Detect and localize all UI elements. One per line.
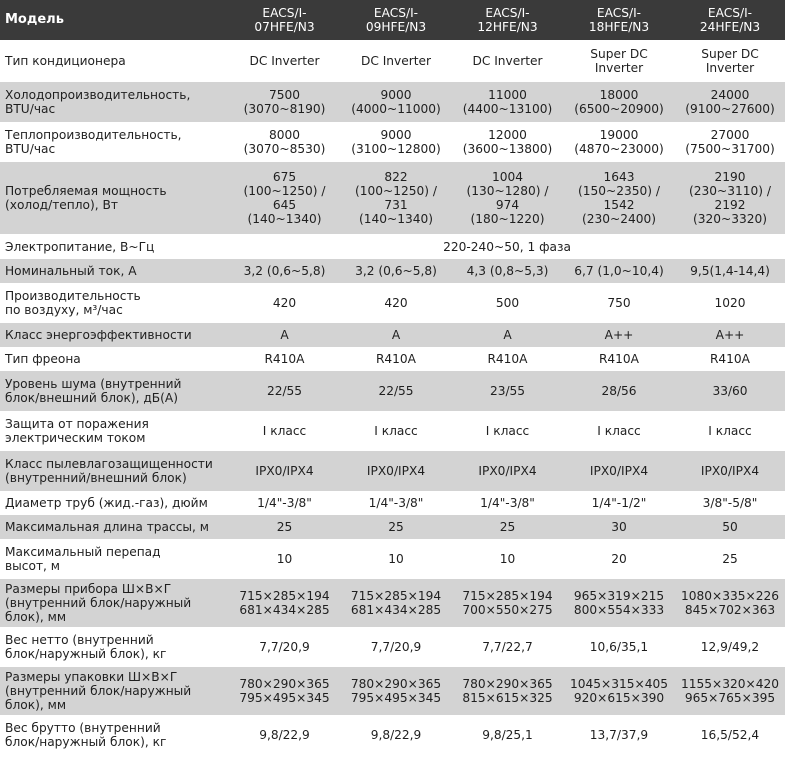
- row-label: Максимальная длина трассы, м: [0, 515, 229, 539]
- value-cell: 420: [229, 283, 340, 323]
- value-cell: 7500 (3070~8190): [229, 82, 340, 122]
- table-row: [0, 411, 785, 451]
- value-cell: 750: [563, 283, 675, 323]
- row-label: Размеры прибора Ш×В×Г (внутренний блок/наружный блок), мм: [0, 579, 229, 627]
- row-label: Диаметр труб (жид.-газ), дюйм: [0, 491, 229, 515]
- value-cell: 11000 (4400~13100): [452, 82, 563, 122]
- value-cell: IPX0/IPX4: [675, 451, 785, 491]
- value-cell: 25: [452, 515, 563, 539]
- table-row: [0, 234, 785, 259]
- value-cell: 23/55: [452, 371, 563, 411]
- row-label: Вес нетто (внутренний блок/наружный блок), кг: [0, 627, 229, 667]
- value-cell: 780×290×365 815×615×325: [452, 667, 563, 715]
- value-cell: R410A: [675, 347, 785, 371]
- value-cell: 780×290×365 795×495×345: [229, 667, 340, 715]
- value-cell: R410A: [229, 347, 340, 371]
- row-label: Вес брутто (внутренний блок/наружный блок), кг: [0, 715, 229, 755]
- table-row: [0, 371, 785, 411]
- table-row: [0, 579, 785, 627]
- value-cell: 9,5(1,4-14,4): [675, 259, 785, 283]
- value-cell: 1/4"-1/2": [563, 491, 675, 515]
- value-cell: I класс: [675, 411, 785, 451]
- table-row: [0, 667, 785, 715]
- value-cell: I класс: [452, 411, 563, 451]
- value-cell: 22/55: [340, 371, 452, 411]
- value-cell: 780×290×365 795×495×345: [340, 667, 452, 715]
- value-cell: 9000 (4000~11000): [340, 82, 452, 122]
- value-cell: 7,7/22,7: [452, 627, 563, 667]
- value-cell: 715×285×194 700×550×275: [452, 579, 563, 627]
- table-row: [0, 162, 785, 234]
- value-cell: A: [340, 323, 452, 347]
- row-label: Холодопроизводительность, BTU/час: [0, 82, 229, 122]
- value-cell: 12000 (3600~13800): [452, 122, 563, 162]
- table-row: [0, 323, 785, 347]
- value-cell: 420: [340, 283, 452, 323]
- value-cell: I класс: [563, 411, 675, 451]
- table-row: [0, 451, 785, 491]
- value-cell: 25: [229, 515, 340, 539]
- table-row: [0, 122, 785, 162]
- value-cell: 19000 (4870~23000): [563, 122, 675, 162]
- value-cell: 4,3 (0,8~5,3): [452, 259, 563, 283]
- row-label: Тип кондиционера: [0, 40, 229, 82]
- value-cell: IPX0/IPX4: [340, 451, 452, 491]
- table-row: [0, 715, 785, 755]
- row-label: Теплопроизводительность, BTU/час: [0, 122, 229, 162]
- value-cell: 12,9/49,2: [675, 627, 785, 667]
- value-cell: DC Inverter: [229, 40, 340, 82]
- value-cell: 3,2 (0,6~5,8): [340, 259, 452, 283]
- value-cell: 9,8/25,1: [452, 715, 563, 755]
- value-cell: 28/56: [563, 371, 675, 411]
- value-cell: 9000 (3100~12800): [340, 122, 452, 162]
- value-cell: 10: [452, 539, 563, 579]
- value-cell: 9,8/22,9: [340, 715, 452, 755]
- value-cell: 715×285×194 681×434×285: [229, 579, 340, 627]
- value-cell: IPX0/IPX4: [563, 451, 675, 491]
- table-row: [0, 259, 785, 283]
- value-cell: 7,7/20,9: [340, 627, 452, 667]
- value-cell: 10,6/35,1: [563, 627, 675, 667]
- value-cell: 50: [675, 515, 785, 539]
- header-row: [0, 0, 785, 40]
- value-cell: 7,7/20,9: [229, 627, 340, 667]
- row-label: Тип фреона: [0, 347, 229, 371]
- value-cell: 965×319×215 800×554×333: [563, 579, 675, 627]
- value-cell: 30: [563, 515, 675, 539]
- table-row: [0, 347, 785, 371]
- table-row: [0, 627, 785, 667]
- table-row: [0, 40, 785, 82]
- row-label: Защита от поражения электрическим током: [0, 411, 229, 451]
- table-row: [0, 283, 785, 323]
- model-header: EACS/I- 12HFE/N3: [452, 0, 563, 40]
- spanned-cell: 220-240~50, 1 фаза: [229, 234, 785, 259]
- value-cell: 25: [340, 515, 452, 539]
- value-cell: R410A: [452, 347, 563, 371]
- model-header: EACS/I- 07HFE/N3: [229, 0, 340, 40]
- value-cell: R410A: [563, 347, 675, 371]
- value-cell: 16,5/52,4: [675, 715, 785, 755]
- value-cell: DC Inverter: [340, 40, 452, 82]
- value-cell: 822 (100~1250) / 731 (140~1340): [340, 162, 452, 234]
- value-cell: 10: [229, 539, 340, 579]
- value-cell: 9,8/22,9: [229, 715, 340, 755]
- value-cell: 1155×320×420 965×765×395: [675, 667, 785, 715]
- value-cell: 1004 (130~1280) / 974 (180~1220): [452, 162, 563, 234]
- value-cell: 18000 (6500~20900): [563, 82, 675, 122]
- value-cell: Super DC Inverter: [563, 40, 675, 82]
- row-label: Номинальный ток, А: [0, 259, 229, 283]
- value-cell: 1080×335×226 845×702×363: [675, 579, 785, 627]
- value-cell: 1/4"-3/8": [229, 491, 340, 515]
- value-cell: A: [452, 323, 563, 347]
- value-cell: Super DC Inverter: [675, 40, 785, 82]
- value-cell: A++: [563, 323, 675, 347]
- row-label: Производительность по воздуху, м³/час: [0, 283, 229, 323]
- value-cell: A++: [675, 323, 785, 347]
- row-label: Максимальный перепад высот, м: [0, 539, 229, 579]
- value-cell: IPX0/IPX4: [452, 451, 563, 491]
- value-cell: 1643 (150~2350) / 1542 (230~2400): [563, 162, 675, 234]
- value-cell: IPX0/IPX4: [229, 451, 340, 491]
- value-cell: 6,7 (1,0~10,4): [563, 259, 675, 283]
- model-header: EACS/I- 09HFE/N3: [340, 0, 452, 40]
- value-cell: 2190 (230~3110) / 2192 (320~3320): [675, 162, 785, 234]
- value-cell: I класс: [229, 411, 340, 451]
- value-cell: 1/4"-3/8": [340, 491, 452, 515]
- value-cell: 24000 (9100~27600): [675, 82, 785, 122]
- row-label: Электропитание, В~Гц: [0, 234, 229, 259]
- model-header: EACS/I- 18HFE/N3: [563, 0, 675, 40]
- model-header: EACS/I- 24HFE/N3: [675, 0, 785, 40]
- header-label: Модель: [0, 0, 229, 40]
- value-cell: A: [229, 323, 340, 347]
- value-cell: 10: [340, 539, 452, 579]
- value-cell: 27000 (7500~31700): [675, 122, 785, 162]
- row-label: Класс энергоэффективности: [0, 323, 229, 347]
- row-label: Размеры упаковки Ш×В×Г (внутренний блок/наружный блок), мм: [0, 667, 229, 715]
- table-row: [0, 82, 785, 122]
- value-cell: 3/8"-5/8": [675, 491, 785, 515]
- value-cell: 25: [675, 539, 785, 579]
- value-cell: 500: [452, 283, 563, 323]
- value-cell: 13,7/37,9: [563, 715, 675, 755]
- row-label: Уровень шума (внутренний блок/внешний блок), дБ(А): [0, 371, 229, 411]
- value-cell: 8000 (3070~8530): [229, 122, 340, 162]
- value-cell: 20: [563, 539, 675, 579]
- value-cell: 675 (100~1250) / 645 (140~1340): [229, 162, 340, 234]
- value-cell: 33/60: [675, 371, 785, 411]
- table-row: [0, 515, 785, 539]
- value-cell: DC Inverter: [452, 40, 563, 82]
- value-cell: 1020: [675, 283, 785, 323]
- value-cell: I класс: [340, 411, 452, 451]
- value-cell: 1/4"-3/8": [452, 491, 563, 515]
- row-label: Класс пылевлагозащищенности (внутренний/внешний блок): [0, 451, 229, 491]
- table-row: [0, 539, 785, 579]
- value-cell: 3,2 (0,6~5,8): [229, 259, 340, 283]
- value-cell: R410A: [340, 347, 452, 371]
- value-cell: 715×285×194 681×434×285: [340, 579, 452, 627]
- value-cell: 1045×315×405 920×615×390: [563, 667, 675, 715]
- table-row: [0, 491, 785, 515]
- value-cell: 22/55: [229, 371, 340, 411]
- row-label: Потребляемая мощность (холод/тепло), Вт: [0, 162, 229, 234]
